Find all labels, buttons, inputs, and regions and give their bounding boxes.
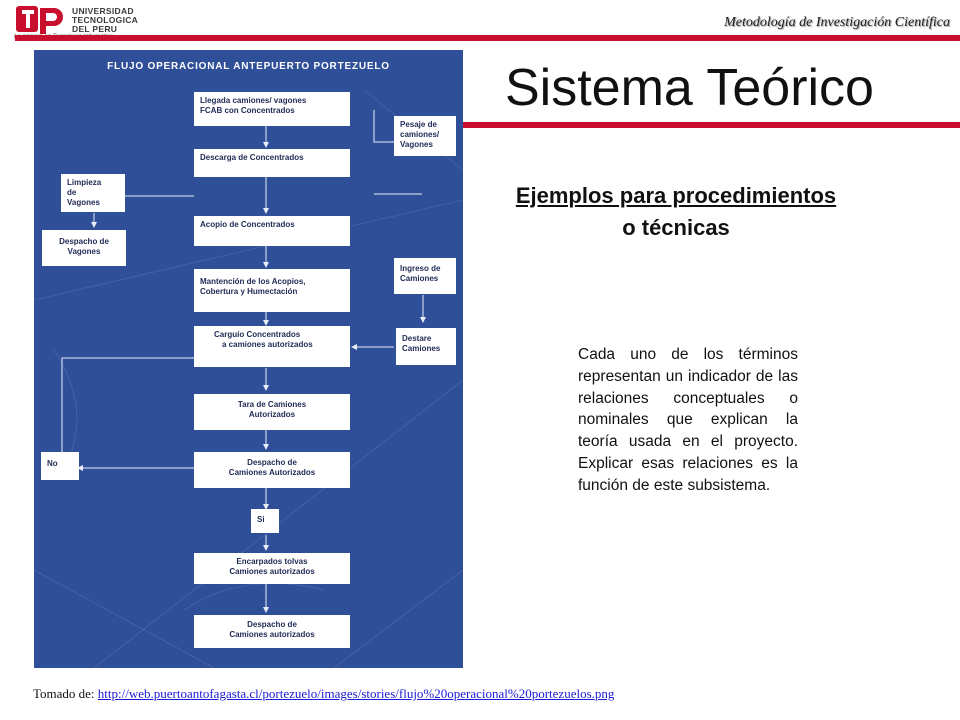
- box-acopio: Acopio de Concentrados: [194, 216, 350, 246]
- box-despacho-camiones-1: Despacho de Camiones Autorizados: [194, 452, 350, 488]
- logo-text: UNIVERSIDAD TECNOLOGICA DEL PERU: [72, 6, 139, 34]
- source-citation: [33, 686, 614, 702]
- source-link[interactable]: http://web.puertoantofagasta.cl/portezuelo/images/stories/flujo%20operacional%20portezuelos.png: [97, 686, 615, 701]
- utp-logo-mark-icon: [14, 4, 68, 36]
- box-limpieza: Limpieza de Vagones: [61, 174, 125, 212]
- flowchart-title: FLUJO OPERACIONAL ANTEPUERTO PORTEZUELO: [107, 61, 390, 72]
- flowchart-panel: [34, 50, 463, 668]
- slide-subtitle: Ejemplos para procedimientos o técnicas: [515, 183, 837, 240]
- box-si: Si: [251, 509, 279, 533]
- box-ingreso: Ingreso de Camiones: [394, 258, 456, 294]
- box-pesaje: Pesaje de camiones/ Vagones: [394, 116, 456, 156]
- title-divider: [462, 122, 960, 128]
- box-mantencion: Mantención de los Acopios, Cobertura y Humectación: [194, 269, 350, 312]
- box-descarga: Descarga de Concentrados: [194, 149, 350, 177]
- box-no: No: [41, 452, 79, 480]
- box-destare: Destare Camiones: [396, 328, 456, 365]
- box-encarpados: Encarpados tolvas Camiones autorizados: [194, 553, 350, 584]
- slide-body-text: Cada uno de los términos representan un indicador de las relaciones conceptuales o nominales que explican la teoría usada en el proyecto. Explicar esas relaciones es la función de este subsistema.: [578, 346, 798, 494]
- box-despacho-camiones-2: Despacho de Camiones autorizados: [194, 615, 350, 648]
- box-llegada: Llegada camiones/ vagones FCAB con Concentrados: [194, 92, 350, 126]
- box-carguio: Carguío Concentrados a camiones autorizados: [194, 326, 350, 367]
- top-divider: [15, 35, 960, 41]
- course-title: Metodología de Investigación Científica: [724, 15, 950, 30]
- box-despacho-vagones: Despacho de Vagones: [42, 230, 126, 266]
- box-tara: Tara de Camiones Autorizados: [194, 394, 350, 430]
- source-prefix: Tomado de:: [33, 686, 98, 701]
- slide-title: Sistema Teórico: [505, 59, 874, 117]
